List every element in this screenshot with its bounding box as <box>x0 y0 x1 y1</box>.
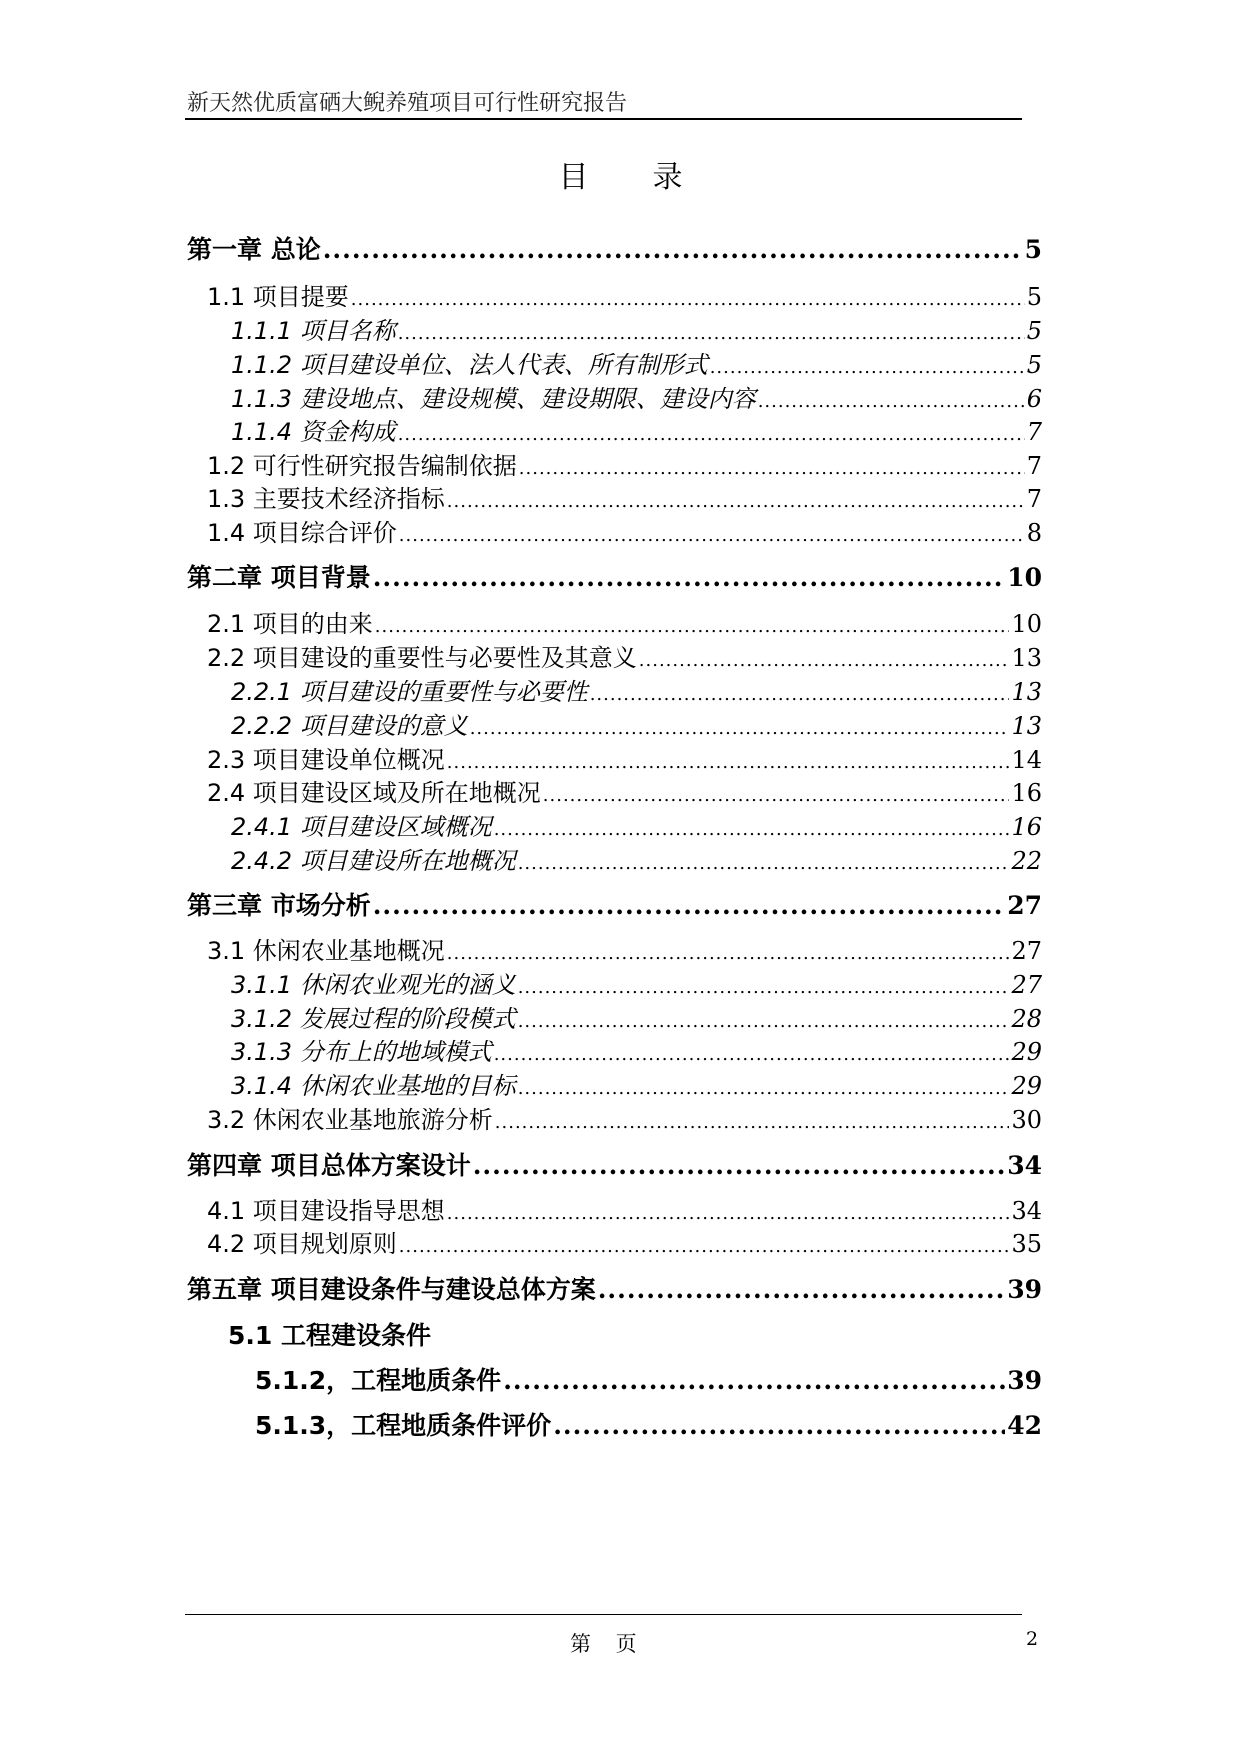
toc-entry-label: 5.1.3，工程地质条件评价 <box>255 1411 552 1440</box>
footer-rule <box>185 1614 1022 1615</box>
toc-leader-dots <box>447 943 1010 964</box>
toc-entry-page: 34 <box>1007 1151 1042 1180</box>
toc-entry[interactable] <box>207 1191 1042 1226</box>
toc-entry[interactable] <box>207 773 1042 808</box>
toc-entry[interactable] <box>231 412 1042 447</box>
toc-entry-label: 第四章 项目总体方案设计 <box>187 1151 471 1180</box>
toc-entry-page: 16 <box>1011 779 1042 807</box>
toc-entry-label: 1.1 项目提要 <box>207 283 349 311</box>
toc-entry[interactable] <box>231 1032 1042 1067</box>
toc-entry-label: 第二章 项目背景 <box>187 563 371 592</box>
toc-leader-dots <box>373 563 1005 592</box>
toc-entry[interactable] <box>207 446 1042 481</box>
toc-leader-dots <box>351 289 1025 310</box>
toc-entry-page: 35 <box>1011 1230 1042 1258</box>
toc-entry-label: 1.1.3 建设地点、建设规模、建设期限、建设内容 <box>231 385 756 413</box>
toc-entry[interactable] <box>207 740 1042 775</box>
toc-entry-label: 1.1.1 项目名称 <box>231 317 396 345</box>
toc-entry-label: 第三章 市场分析 <box>187 891 371 920</box>
toc-entry[interactable] <box>231 311 1042 346</box>
toc-entry[interactable] <box>231 345 1042 380</box>
toc-entry-page: 5 <box>1026 317 1042 345</box>
toc-entry-page: 27 <box>1007 891 1042 920</box>
toc-leader-dots <box>323 235 1023 264</box>
toc-leader-dots <box>519 458 1025 479</box>
toc-entry-label: 5.1.2，工程地质条件 <box>255 1366 502 1395</box>
toc-entry-label: 1.1.4 资金构成 <box>231 418 396 446</box>
toc-entry-page: 13 <box>1011 712 1042 740</box>
toc-entry[interactable] <box>231 841 1042 876</box>
toc-leader-dots <box>710 357 1025 378</box>
toc-leader-dots <box>375 616 1010 637</box>
toc-entry-page: 7 <box>1026 418 1042 446</box>
toc-entry-page: 39 <box>1007 1275 1042 1304</box>
toc-entry-page: 29 <box>1011 1072 1042 1100</box>
toc-leader-dots <box>494 1044 1010 1065</box>
toc-leader-dots <box>518 977 1010 998</box>
toc-entry[interactable] <box>187 886 1042 922</box>
toc-entry-label: 5.1 工程建设条件 <box>228 1321 431 1350</box>
toc-entry-label: 3.2 休闲农业基地旅游分析 <box>207 1106 493 1134</box>
toc-entry-label: 第五章 项目建设条件与建设总体方案 <box>187 1275 596 1304</box>
toc-entry-page: 42 <box>1007 1411 1042 1440</box>
toc-entry-label: 2.2 项目建设的重要性与必要性及其意义 <box>207 644 637 672</box>
toc-entry-page: 6 <box>1026 385 1042 413</box>
toc-entry-page: 34 <box>1011 1197 1042 1225</box>
toc-leader-dots <box>447 752 1010 773</box>
toc-entry-page: 5 <box>1026 351 1042 379</box>
toc-entry[interactable] <box>231 807 1042 842</box>
toc-entry[interactable] <box>231 965 1042 1000</box>
toc-leader-dots <box>373 891 1005 920</box>
toc-entry-page: 10 <box>1007 563 1042 592</box>
toc-leader-dots <box>447 491 1025 512</box>
toc-entry[interactable] <box>231 672 1042 707</box>
toc-entry-page: 27 <box>1011 971 1042 999</box>
toc-leader-dots <box>598 1275 1005 1304</box>
toc-entry[interactable] <box>207 479 1042 514</box>
toc-entry-page: 5 <box>1026 283 1042 311</box>
toc-entry-label: 3.1.1 休闲农业观光的涵义 <box>231 971 516 999</box>
toc-entry[interactable] <box>231 379 1042 414</box>
toc-entry-page: 10 <box>1011 610 1042 638</box>
toc-leader-dots <box>758 391 1025 412</box>
toc-entry-page: 7 <box>1026 452 1042 480</box>
toc-entry-label: 3.1.3 分布上的地域模式 <box>231 1038 492 1066</box>
toc-entry[interactable] <box>207 513 1042 548</box>
toc-leader-dots <box>590 684 1010 705</box>
toc-entry-page: 30 <box>1011 1106 1042 1134</box>
toc-entry-label: 3.1.2 发展过程的阶段模式 <box>231 1005 516 1033</box>
footer-page-label: 第 页 <box>570 1632 637 1656</box>
toc-leader-dots <box>553 1411 1005 1440</box>
toc-entry[interactable] <box>187 230 1042 266</box>
toc-entry-label: 2.3 项目建设单位概况 <box>207 746 445 774</box>
toc-leader-dots <box>447 1203 1010 1224</box>
toc-entry[interactable] <box>187 1146 1042 1182</box>
toc-entry[interactable] <box>231 1066 1042 1101</box>
toc-entry[interactable] <box>207 277 1042 312</box>
toc-entry[interactable] <box>187 1270 1042 1306</box>
toc-entry[interactable] <box>255 1361 1042 1397</box>
toc-entry-label: 4.2 项目规划原则 <box>207 1230 397 1258</box>
toc-leader-dots <box>494 819 1010 840</box>
toc-entry-label: 2.4.2 项目建设所在地概况 <box>231 847 516 875</box>
toc-entry[interactable] <box>228 1316 1042 1352</box>
toc-entry[interactable] <box>231 999 1042 1034</box>
toc-leader-dots <box>518 1078 1010 1099</box>
toc-entry-page: 27 <box>1011 937 1042 965</box>
toc-leader-dots <box>470 718 1010 739</box>
toc-entry-page: 28 <box>1011 1005 1042 1033</box>
toc-leader-dots <box>399 525 1025 546</box>
toc-leader-dots <box>503 1366 1005 1395</box>
toc-leader-dots <box>399 1236 1010 1257</box>
toc-entry[interactable] <box>207 931 1042 966</box>
toc-entry-label: 1.1.2 项目建设单位、法人代表、所有制形式 <box>231 351 708 379</box>
toc-entry-label: 1.4 项目综合评价 <box>207 519 397 547</box>
toc-entry-label: 3.1.4 休闲农业基地的目标 <box>231 1072 516 1100</box>
toc-entry-label: 2.2.1 项目建设的重要性与必要性 <box>231 678 588 706</box>
toc-entry-label: 1.3 主要技术经济指标 <box>207 485 445 513</box>
toc-leader-dots <box>473 1151 1005 1180</box>
toc-leader-dots <box>495 1112 1010 1133</box>
toc-leader-dots <box>518 1011 1010 1032</box>
toc-entry-page: 16 <box>1011 813 1042 841</box>
toc-entry-page: 22 <box>1011 847 1042 875</box>
toc-entry-page: 29 <box>1011 1038 1042 1066</box>
toc-leader-dots <box>518 853 1010 874</box>
toc-entry[interactable] <box>207 638 1042 673</box>
toc-entry-label: 3.1 休闲农业基地概况 <box>207 937 445 965</box>
toc-entry-label: 1.2 可行性研究报告编制依据 <box>207 452 517 480</box>
toc-entry-page: 7 <box>1026 485 1042 513</box>
toc-entry[interactable] <box>207 604 1042 639</box>
toc-entry-page: 14 <box>1011 746 1042 774</box>
toc-entry[interactable] <box>207 1100 1042 1135</box>
toc-entry-page: 8 <box>1026 519 1042 547</box>
toc-entry-label: 4.1 项目建设指导思想 <box>207 1197 445 1225</box>
toc-entry-page: 13 <box>1011 678 1042 706</box>
toc-entry[interactable] <box>187 558 1042 594</box>
toc-entry-page: 13 <box>1011 644 1042 672</box>
toc-leader-dots <box>398 323 1025 344</box>
toc-entry[interactable] <box>231 706 1042 741</box>
footer-page-number: 2 <box>1026 1628 1039 1650</box>
toc-title: 目录 <box>558 160 747 195</box>
toc-entry-label: 2.4 项目建设区域及所在地概况 <box>207 779 541 807</box>
toc-leader-dots <box>543 785 1010 806</box>
toc-entry[interactable] <box>255 1406 1042 1442</box>
toc-entry-label: 第一章 总论 <box>187 235 321 264</box>
toc-leader-dots <box>639 650 1010 671</box>
toc-entry-label: 2.4.1 项目建设区域概况 <box>231 813 492 841</box>
toc-entry-label: 2.1 项目的由来 <box>207 610 373 638</box>
toc-entry[interactable] <box>207 1224 1042 1259</box>
toc-entry-label: 2.2.2 项目建设的意义 <box>231 712 468 740</box>
toc-leader-dots <box>398 424 1025 445</box>
toc-entry-page: 39 <box>1007 1366 1042 1395</box>
running-header: 新天然优质富硒大鲵养殖项目可行性研究报告 <box>187 91 628 116</box>
toc-entry-page: 5 <box>1024 235 1042 264</box>
